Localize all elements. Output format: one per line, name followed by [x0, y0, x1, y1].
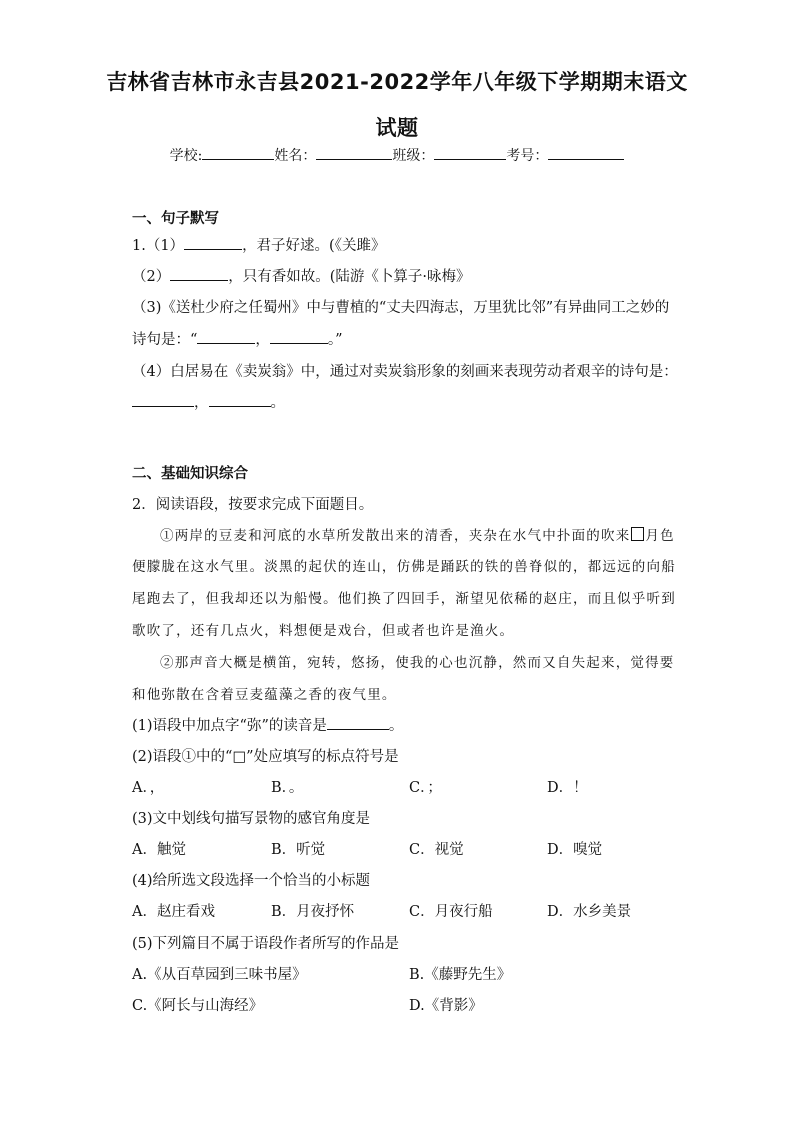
sub3-option-a: A．触觉 [132, 842, 186, 858]
sub4-option-d: D．水乡美景 [547, 904, 632, 920]
exam-no-label: 考号： [506, 148, 549, 164]
section1-heading: 一、句子默写 [132, 211, 219, 227]
q1-part1 [132, 234, 385, 255]
sub3-option-b: B．听觉 [271, 842, 326, 858]
passage-p1-line3: 尾跑去了，但我却还以为船慢。他们换了四回手，渐望见依稀的赵庄，而且似乎听到 [132, 591, 676, 607]
q1-part2-suffix: ，只有香如故。(陆游《卜算子·咏梅》 [228, 269, 471, 285]
sub5-option-d: D.《背影》 [409, 998, 483, 1014]
exam-title-line2: 试题 [375, 116, 419, 140]
passage-p1-line4: 歌吹了，还有几点火，料想便是戏台，但或者也许是渔火。 [132, 623, 515, 639]
sub2-option-a: A．， [132, 780, 165, 796]
blank-punctuation-box [631, 527, 644, 541]
q1-part3-blank2 [270, 329, 328, 344]
q1-part4-line1: （4）白居易在《卖炭翁》中，通过对卖炭翁形象的刻画来表现劳动者艰辛的诗句是： [132, 364, 678, 380]
q1-part2-prefix: （2） [132, 269, 171, 285]
exam-title-line1: 吉林省吉林市永吉县2021-2022学年八年级下学期期末语文 [106, 70, 688, 94]
q1-part4-blank1 [132, 392, 194, 407]
sub1-suffix: 。 [388, 718, 404, 734]
passage-p1-line1 [160, 524, 692, 544]
sub5-option-c: C.《阿长与山海经》 [132, 998, 264, 1014]
q1-part3-blank1 [197, 329, 255, 344]
passage-p1-line2: 便朦胧在这水气里。淡黑的起伏的连山，仿佛是踊跃的铁的兽脊似的，都远远的向船 [132, 559, 676, 575]
sub4-option-c: C．月夜行船 [409, 904, 493, 920]
q1-part3-line1: （3)《送杜少府之任蜀州》中与曹植的“丈夫四海志，万里犹比邻”有异曲同工之妙的 [132, 300, 670, 316]
q1-part1-blank [184, 235, 242, 250]
sub2-option-c: C．； [409, 780, 442, 796]
sub5-option-b: B.《藤野先生》 [409, 967, 512, 983]
school-label: 学校: [169, 148, 203, 164]
passage-p1-line1-text: ①两岸的豆麦和河底的水草所发散出来的清香，夹杂在水气中扑面的吹来 [160, 528, 631, 544]
class-label: 班级： [392, 148, 435, 164]
sub1-blank [327, 715, 389, 730]
q1-part3-prefix: 诗句是：“ [132, 332, 198, 348]
name-label: 姓名： [274, 148, 317, 164]
sub-question-4: (4)给所选文段选择一个恰当的小标题 [132, 873, 371, 889]
exam-no-blank [548, 145, 624, 160]
q1-part1-prefix: 1.（1） [132, 238, 185, 254]
sub-question-3: (3)文中划线句描写景物的感官角度是 [132, 811, 371, 827]
q1-part3-line2 [132, 328, 343, 349]
q1-part4-blank2 [209, 392, 271, 407]
passage-p1-line1-end: 月色 [645, 528, 675, 544]
sub-question-2: (2)语段①中的“□”处应填写的标点符号是 [132, 749, 399, 765]
q1-part4-suffix: 。 [270, 395, 285, 411]
q1-part3-suffix: 。” [327, 332, 343, 348]
sub3-option-d: D．嗅觉 [547, 842, 603, 858]
section2-heading: 二、基础知识综合 [132, 466, 248, 482]
school-blank [202, 145, 274, 160]
passage-p2-line2: 和他弥散在含着豆麦蕴藻之香的夜气里。 [132, 687, 397, 703]
sub1-text: (1)语段中加点字“弥”的读音是 [132, 718, 327, 734]
q1-part1-suffix: ，君子好逑。(《关雎》 [242, 238, 386, 254]
sub4-option-b: B．月夜抒怀 [271, 904, 355, 920]
q1-part2 [132, 265, 471, 286]
q2-intro: 2．阅读语段，按要求完成下面题目。 [132, 497, 374, 513]
sub2-option-b: B．。 [271, 780, 304, 796]
q1-part3-comma: ， [255, 332, 270, 348]
sub3-option-c: C．视觉 [409, 842, 464, 858]
class-blank [434, 145, 506, 160]
passage-p2-line1: ②那声音大概是横笛，宛转，悠扬，使我的心也沉静，然而又自失起来，觉得要 [160, 655, 675, 671]
name-blank [316, 145, 392, 160]
sub5-option-a: A.《从百草园到三味书屋》 [132, 967, 307, 983]
q1-part2-blank [170, 266, 228, 281]
q1-part4-comma: ， [194, 395, 209, 411]
sub-question-5: (5)下列篇目不属于语段作者所写的作品是 [132, 936, 400, 952]
sub2-option-d: D．！ [547, 780, 588, 796]
sub4-option-a: A．赵庄看戏 [132, 904, 215, 920]
q1-part4-line2 [132, 391, 285, 412]
student-info-row [0, 145, 794, 165]
sub-question-1 [132, 714, 403, 735]
